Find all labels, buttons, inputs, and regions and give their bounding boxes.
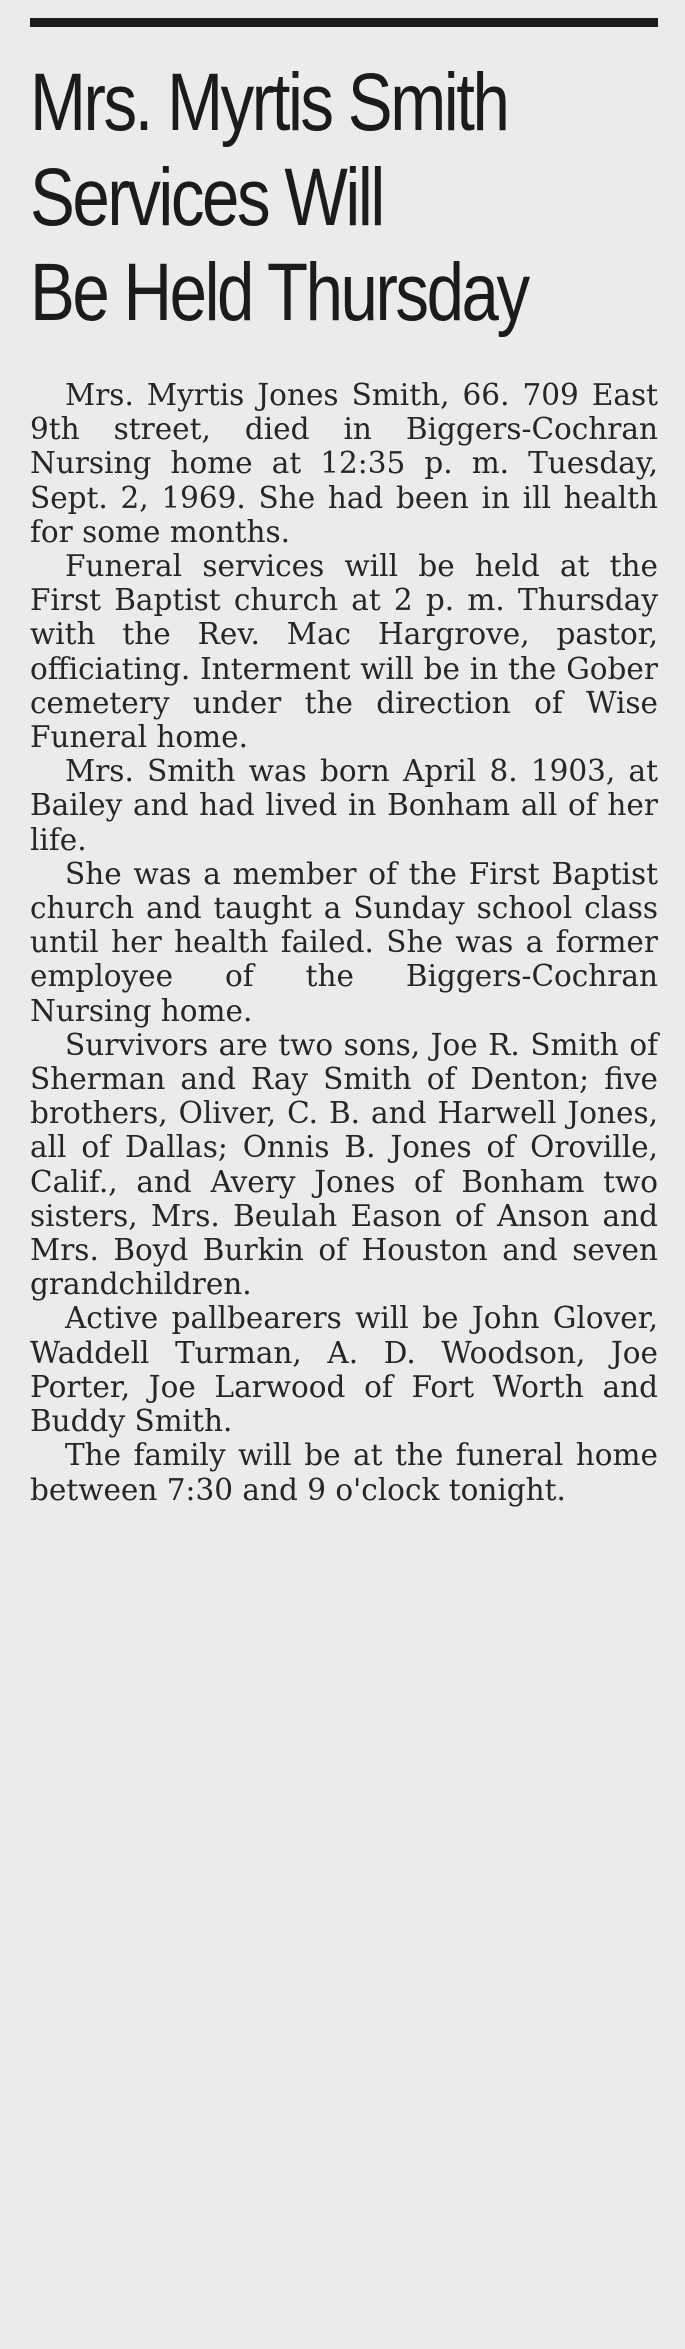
article-body bbox=[30, 378, 658, 1507]
article-paragraph: Active pallbearers will be John Glover, Waddell Turman, A. D. Woodson, Joe Porter, Joe Larwood of Fort Worth and Buddy Smith. bbox=[30, 1301, 658, 1439]
top-rule bbox=[30, 18, 658, 27]
headline-line: Services Will bbox=[30, 152, 383, 243]
article-paragraph: She was a member of the First Baptist church and taught a Sunday school class until her health failed. She was a former employee of the Biggers-Cochran Nursing home. bbox=[30, 856, 658, 1028]
article-paragraph: Survivors are two sons, Joe R. Smith of Sherman and Ray Smith of Denton; five brothers, Oliver, C. B. and Harwell Jones, all of Dallas; Onnis B. Jones of Oroville, Calif., and Avery Jones of Bonham two sisters, Mrs. Beulah Eason of Anson and Mrs. Boyd Burkin of Houston and seven grandchildren. bbox=[30, 1027, 658, 1302]
article-paragraph: The family will be at the funeral home between 7:30 and 9 o'clock tonight. bbox=[30, 1438, 658, 1507]
article-paragraph: Mrs. Smith was born April 8. 1903, at Bailey and had lived in Bonham all of her life. bbox=[30, 754, 658, 857]
article-paragraph: Funeral services will be held at the First Baptist church at 2 p. m. Thursday with the Rev. Mac Hargrove, pastor, officiating. Interment will be in the Gober cemetery under the direction of Wise Funeral home. bbox=[30, 549, 658, 755]
article-paragraph: Mrs. Myrtis Jones Smith, 66. 709 East 9th street, died in Biggers-Cochran Nursing home at 12:35 p. m. Tuesday, Sept. 2, 1969. She had been in ill health for some months. bbox=[30, 378, 658, 549]
headline-line: Mrs. Myrtis Smith bbox=[30, 57, 508, 148]
headline-line: Be Held Thursday bbox=[30, 247, 528, 338]
headline bbox=[30, 55, 670, 340]
